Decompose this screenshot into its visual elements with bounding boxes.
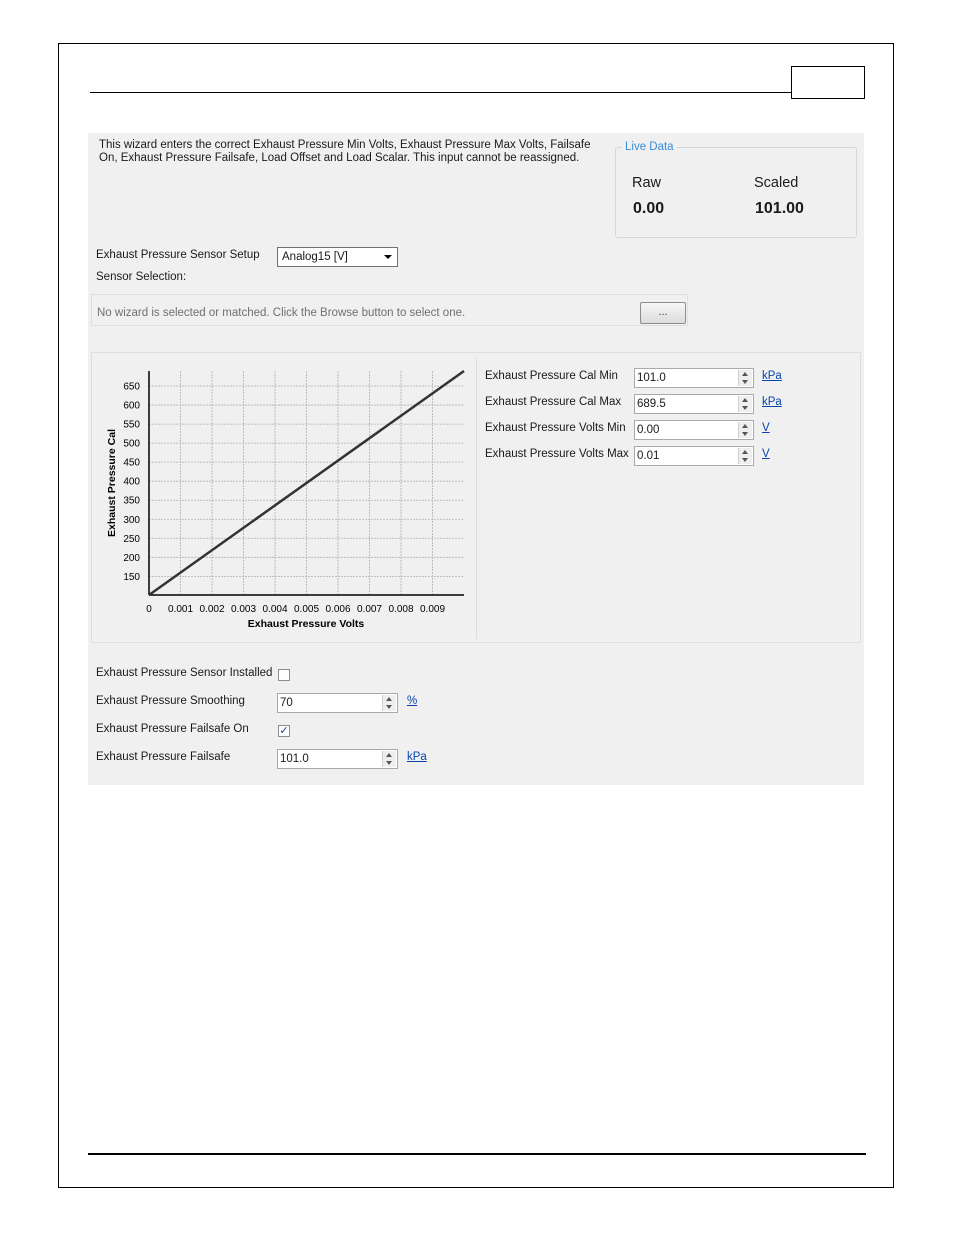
cal-min-value: 101.0 <box>637 372 666 384</box>
scaled-value: 101.00 <box>755 200 804 217</box>
wizard-selection-box <box>91 294 688 326</box>
volts-min-unit-link[interactable]: V <box>762 422 770 434</box>
x-tick-label: 0.005 <box>293 604 320 615</box>
failsafe-label: Exhaust Pressure Failsafe <box>96 751 231 763</box>
header-rule <box>90 92 792 93</box>
calibration-chart <box>92 353 476 642</box>
y-tick-label: 300 <box>123 514 140 526</box>
failsafe-spinner[interactable] <box>382 751 396 767</box>
y-tick-label: 500 <box>123 438 140 450</box>
volts-min-label: Exhaust Pressure Volts Min <box>485 422 626 434</box>
cal-min-unit-link[interactable]: kPa <box>762 370 782 382</box>
smoothing-input[interactable] <box>277 693 398 713</box>
y-tick-label: 350 <box>123 495 140 507</box>
failsafe-on-checkbox[interactable]: ✓ <box>279 725 289 737</box>
cal-max-unit-link[interactable]: kPa <box>762 396 782 408</box>
y-tick-label: 250 <box>123 533 140 545</box>
failsafe-value: 101.0 <box>280 753 309 765</box>
x-tick-label: 0 <box>146 604 152 615</box>
x-tick-label: 0.002 <box>199 604 225 615</box>
sensor-setup-dropdown[interactable] <box>277 247 398 267</box>
live-data-title: Live Data <box>622 141 677 153</box>
y-tick-label: 150 <box>123 571 140 583</box>
scaled-label: Scaled <box>754 175 799 191</box>
x-tick-label: 0.003 <box>230 604 257 615</box>
y-tick-label: 550 <box>123 419 140 431</box>
exhaust-pressure-wizard-panel <box>88 133 864 785</box>
y-axis-label: Exhaust Pressure Cal <box>106 429 118 537</box>
cal-max-value: 689.5 <box>637 398 666 410</box>
browse-button[interactable]: ... <box>640 302 686 324</box>
x-tick-label: 0.004 <box>262 604 288 615</box>
page-number-box <box>791 66 865 99</box>
x-tick-label: 0.008 <box>388 604 414 615</box>
x-tick-label: 0.007 <box>356 604 383 615</box>
live-data-group <box>615 141 857 238</box>
volts-max-input[interactable] <box>634 446 754 466</box>
cal-max-spinner[interactable] <box>738 396 752 412</box>
cal-min-label: Exhaust Pressure Cal Min <box>485 370 618 382</box>
calibration-group <box>91 352 861 643</box>
x-tick-labels <box>146 604 445 615</box>
y-tick-label: 650 <box>123 381 140 393</box>
cal-min-input[interactable] <box>634 368 754 388</box>
smoothing-unit-link[interactable]: % <box>407 695 418 707</box>
volts-min-value: 0.00 <box>637 424 660 436</box>
wizard-description: This wizard enters the correct Exhaust Pressure Min Volts, Exhaust Pressure Max Volts, Failsafe On, Exhaust Pressure Failsafe, Load Offset and Load Scalar. This input cannot be reassigned. <box>99 139 591 164</box>
failsafe-input[interactable] <box>277 749 398 769</box>
x-tick-label: 0.009 <box>419 604 446 615</box>
volts-max-unit-link[interactable]: V <box>762 448 770 460</box>
x-tick-label: 0.001 <box>167 604 194 615</box>
dropdown-arrow-icon <box>384 255 392 259</box>
failsafe-unit-link[interactable]: kPa <box>407 751 427 763</box>
x-tick-label: 0.006 <box>325 604 351 615</box>
volts-max-spinner[interactable] <box>738 448 752 464</box>
volts-max-label: Exhaust Pressure Volts Max <box>485 448 629 460</box>
footer-rule <box>88 1153 866 1155</box>
installed-label: Exhaust Pressure Sensor Installed <box>96 667 273 679</box>
cal-min-spinner[interactable] <box>738 370 752 386</box>
group-separator <box>476 357 477 639</box>
volts-min-input[interactable] <box>634 420 754 440</box>
sensor-setup-label: Exhaust Pressure Sensor Setup <box>96 249 260 261</box>
raw-label: Raw <box>632 175 662 191</box>
sensor-setup-selected: Analog15 [V] <box>282 251 348 263</box>
sensor-selection-label: Sensor Selection: <box>96 271 187 283</box>
wizard-message: No wizard is selected or matched. Click the Browse button to select one. <box>97 307 466 319</box>
y-tick-label: 200 <box>123 552 140 564</box>
failsafe-on-label: Exhaust Pressure Failsafe On <box>96 723 249 735</box>
y-tick-label: 600 <box>123 400 140 412</box>
volts-min-spinner[interactable] <box>738 422 752 438</box>
cal-max-label: Exhaust Pressure Cal Max <box>485 396 622 408</box>
smoothing-label: Exhaust Pressure Smoothing <box>96 695 245 707</box>
volts-max-value: 0.01 <box>637 450 660 462</box>
installed-checkbox[interactable] <box>278 669 290 681</box>
smoothing-value: 70 <box>280 697 293 709</box>
y-tick-labels <box>123 382 140 583</box>
x-axis-label: Exhaust Pressure Volts <box>247 618 365 630</box>
cal-max-input[interactable] <box>634 394 754 414</box>
y-tick-label: 450 <box>123 457 140 469</box>
smoothing-spinner[interactable] <box>382 695 396 711</box>
raw-value: 0.00 <box>633 200 665 217</box>
y-tick-label: 400 <box>123 476 140 488</box>
